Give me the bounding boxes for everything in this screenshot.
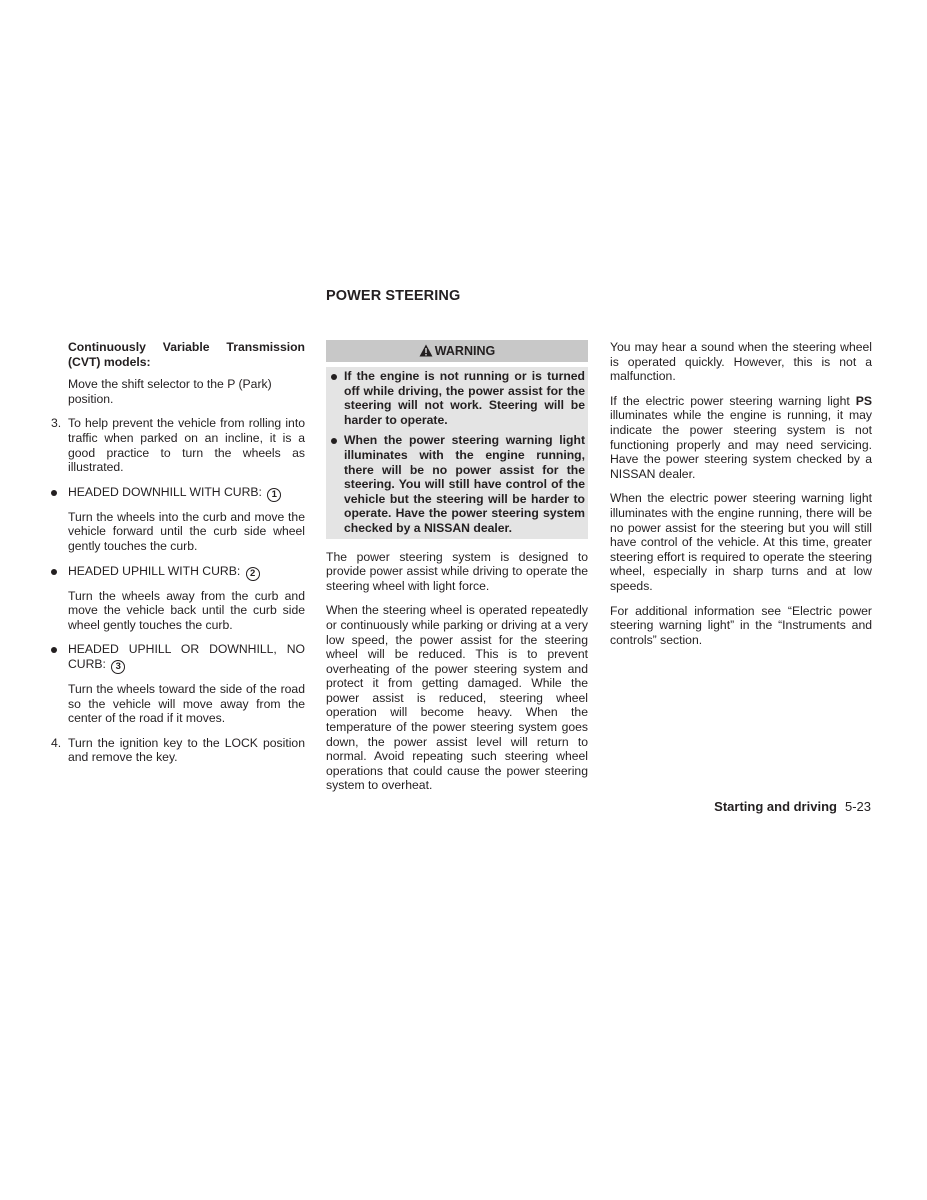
body-paragraph: When the electric power steering warning light illuminates with the engine running, there will be no power assist for the steering but you will still have control of the vehicle. At this time, greater steering effort is required to operate the steering wheel, especially in sharp turns and at low speeds. — [610, 491, 872, 593]
bullet-no-curb — [51, 642, 305, 674]
ps-indicator-label: PS — [855, 393, 872, 408]
bullet-dot-icon — [51, 485, 57, 500]
bullet-label: HEADED UPHILL OR DOWNHILL, NO CURB: — [68, 642, 305, 671]
warning-header — [326, 340, 588, 362]
warning-title: WARNING — [434, 344, 496, 358]
warning-body — [326, 367, 588, 539]
bullet-uphill-curb — [51, 564, 305, 581]
body-paragraph: You may hear a sound when the steering wheel is operated quickly. However, this is not a malfunction. — [610, 340, 872, 384]
warning-item — [329, 369, 585, 427]
callout-3-icon: 3 — [111, 660, 125, 674]
footer-section-title: Starting and driving — [714, 799, 837, 814]
bullet-dot-icon — [51, 642, 57, 657]
bullet-label: HEADED DOWNHILL WITH CURB: — [68, 484, 262, 499]
bullet-dot-icon — [331, 369, 337, 384]
bullet-text: Turn the wheels into the curb and move the vehicle forward until the curb side wheel gently touches the curb. — [68, 509, 305, 553]
warning-item-text: If the engine is not running or is turned off while driving, the power assist for the steering will not work. Steering will be harder to operate. — [344, 369, 585, 427]
bullet-text: Turn the wheels away from the curb and move the vehicle back until the curb side wheel gently touches the curb. — [68, 588, 305, 632]
section-title: POWER STEERING — [326, 288, 461, 304]
left-column — [51, 340, 305, 765]
right-column — [610, 340, 872, 647]
text-run: If the electric power steering warning light — [610, 393, 856, 408]
step-4-number: 4. — [51, 735, 62, 750]
step-4-text: Turn the ignition key to the LOCK position and remove the key. — [68, 735, 305, 765]
page-number: 5-23 — [844, 799, 871, 814]
bullet-text: Turn the wheels toward the side of the road so the vehicle will move away from the center of the road if it moves. — [68, 681, 305, 726]
body-paragraph: For additional information see “Electric power steering warning light” in the “Instruments and controls” section. — [610, 603, 872, 647]
warning-item-text: When the power steering warning light illuminates with the engine running, there will be no power assist for the steering. You will still have control of the vehicle but the steering will be harder to operate. Have the power steering system checked by a NISSAN dealer. — [344, 433, 585, 535]
text-run: illuminates while the engine is running, it may indicate the power steering system is not functioning properly and may need servicing. Have the power steering system checked by a NISSAN dealer. — [610, 408, 872, 481]
bullet-dot-icon — [51, 564, 57, 579]
middle-column — [326, 340, 588, 793]
step-4 — [51, 736, 305, 765]
bullet-downhill-curb — [51, 485, 305, 502]
warning-item — [329, 433, 585, 535]
step-3-text: To help prevent the vehicle from rolling into traffic when parked on an incline, it is a good practice to turn the wheels as illustrated. — [68, 416, 305, 475]
body-paragraph: The power steering system is designed to provide power assist while driving to operate the steering wheel with light force. — [326, 549, 588, 593]
body-paragraph: When the steering wheel is operated repeatedly or continuously while parking or driving at a very low speed, the power assist for the steering wheel will be reduced. This is to prevent overheating of the power steering system and protect it from getting damaged. While the power assist is reduced, steering wheel operation will become heavy. When the temperature of the power steering system goes down, the power assist level will return to normal. Avoid repeating such steering wheel operations that could cause the power steering system to overheat. — [326, 603, 588, 793]
step-3 — [51, 416, 305, 474]
body-paragraph — [610, 394, 872, 482]
warning-triangle-icon — [419, 342, 433, 364]
bullet-dot-icon — [331, 433, 337, 448]
step-3-number: 3. — [51, 416, 62, 431]
callout-2-icon: 2 — [246, 567, 260, 581]
cvt-text: Move the shift selector to the P (Park) position. — [68, 377, 272, 406]
bullet-label: HEADED UPHILL WITH CURB: — [68, 563, 241, 578]
page-footer — [714, 800, 871, 815]
cvt-heading: Continuously Variable Transmission (CVT) models: — [68, 340, 305, 369]
callout-1-icon: 1 — [267, 488, 281, 502]
